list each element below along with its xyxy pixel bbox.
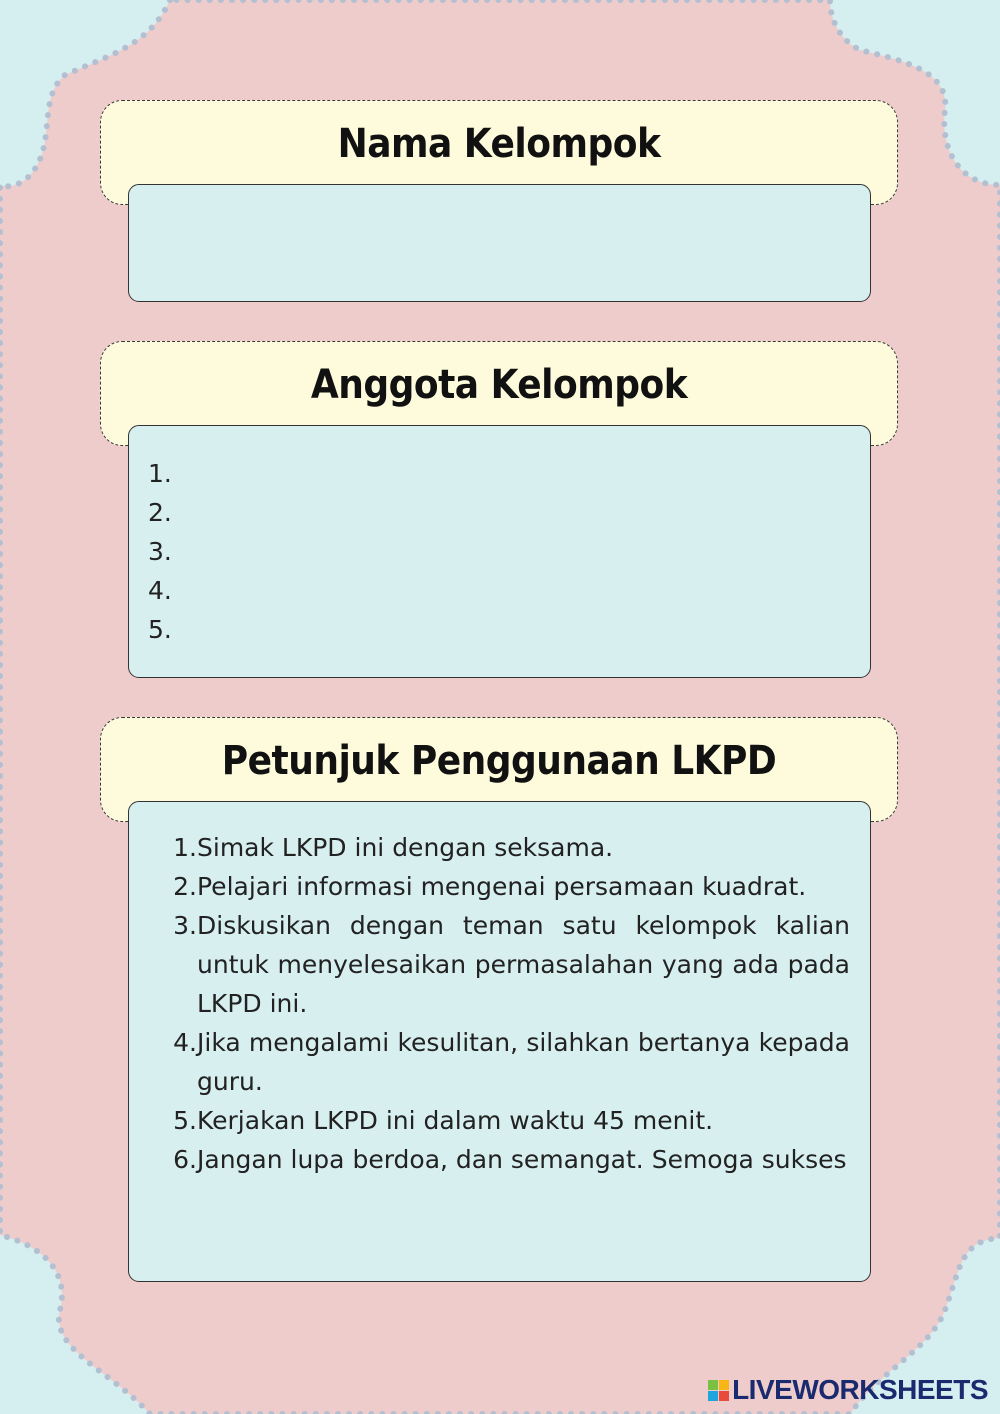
instruction-item: 1. Simak LKPD ini dengan seksama.	[173, 833, 614, 862]
member-item[interactable]: 1.	[148, 459, 172, 488]
member-item[interactable]: 5.	[148, 615, 172, 644]
members-box	[128, 425, 871, 678]
member-item[interactable]: 3.	[148, 537, 172, 566]
instructions-box	[128, 801, 871, 1282]
liveworksheets-logo-icon	[708, 1380, 729, 1401]
group-name-title: Nama Kelompok	[337, 121, 661, 167]
member-item[interactable]: 4.	[148, 576, 172, 605]
instructions-list	[169, 828, 850, 1179]
members-list	[148, 454, 172, 649]
instruction-item: 5. Kerjakan LKPD ini dalam waktu 45 menit.	[173, 1106, 714, 1135]
group-name-field[interactable]	[128, 184, 871, 302]
instruction-item: 4. Jika mengalami kesulitan, silahkan bertanya kepada guru.	[173, 1028, 850, 1096]
liveworksheets-logo[interactable]	[708, 1374, 988, 1406]
members-title: Anggota Kelompok	[310, 362, 688, 408]
instruction-item: 2. Pelajari informasi mengenai persamaan kuadrat.	[173, 872, 807, 901]
liveworksheets-logo-text: LIVEWORKSHEETS	[732, 1374, 988, 1405]
member-item[interactable]: 2.	[148, 498, 172, 527]
instructions-title: Petunjuk Penggunaan LKPD	[221, 738, 777, 784]
instruction-item: 6. Jangan lupa berdoa, dan semangat. Semoga sukses	[173, 1145, 847, 1174]
instruction-item: 3. Diskusikan dengan teman satu kelompok kalian untuk menyelesaikan permasalahan yang ada pada LKPD ini.	[173, 911, 850, 1018]
